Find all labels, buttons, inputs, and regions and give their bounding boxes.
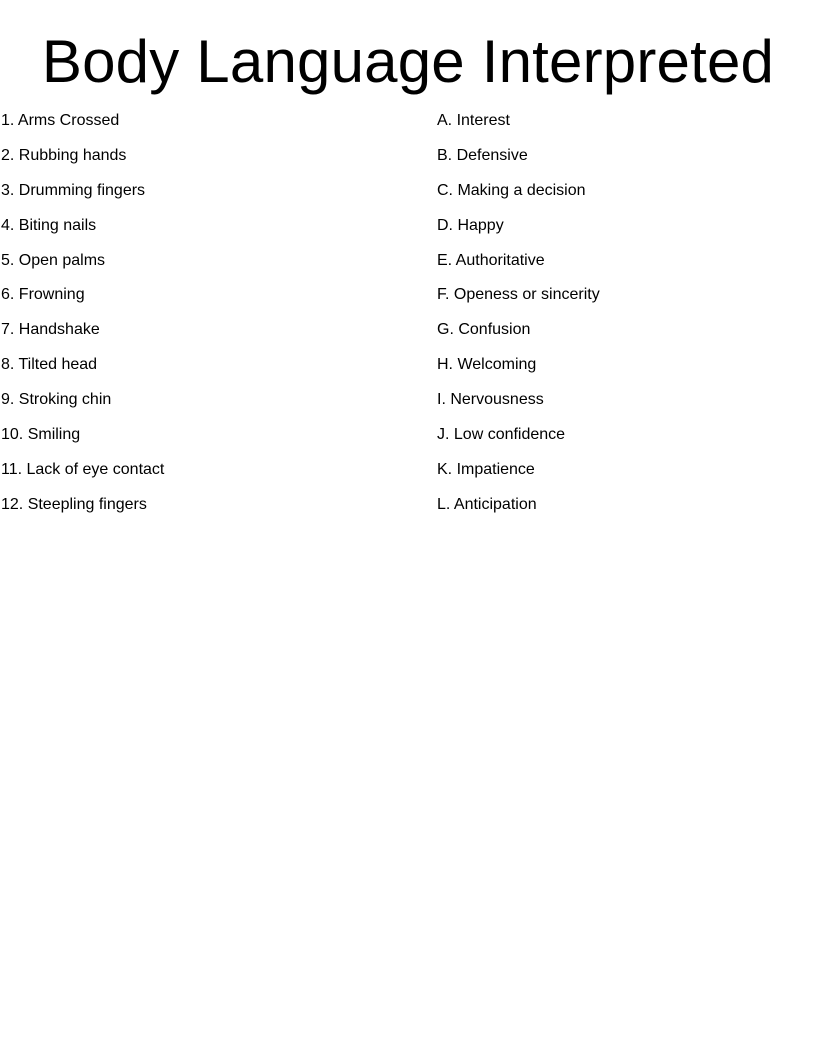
term-item: 8. Tilted head <box>1 356 98 374</box>
meaning-item: E. Authoritative <box>437 251 545 269</box>
term-item: 3. Drumming fingers <box>1 181 146 199</box>
meanings-list <box>437 111 600 530</box>
term-item: 2. Rubbing hands <box>1 146 127 164</box>
term-item: 7. Handshake <box>1 321 100 339</box>
terms-list <box>1 111 164 530</box>
meaning-item: J. Low confidence <box>437 426 566 444</box>
term-item: 1. Arms Crossed <box>1 112 120 129</box>
meaning-item: A. Interest <box>437 112 510 129</box>
meaning-item: G. Confusion <box>437 321 531 339</box>
term-item: 9. Stroking chin <box>1 391 112 409</box>
meaning-item: D. Happy <box>437 216 504 234</box>
meaning-item: I. Nervousness <box>437 391 544 409</box>
meaning-item: B. Defensive <box>437 146 528 164</box>
meaning-item: H. Welcoming <box>437 356 537 374</box>
term-item: 12. Steepling fingers <box>1 495 147 513</box>
term-item: 6. Frowning <box>1 286 85 304</box>
term-item: 10. Smiling <box>1 426 81 444</box>
term-item: 4. Biting nails <box>1 216 97 234</box>
term-item: 5. Open palms <box>1 251 106 269</box>
page-title: Body Language Interpreted <box>41 28 775 95</box>
meaning-item: K. Impatience <box>437 460 535 478</box>
meaning-item: C. Making a decision <box>437 181 586 199</box>
term-item: 11. Lack of eye contact <box>1 460 165 478</box>
meaning-item: F. Openess or sincerity <box>437 286 600 304</box>
meaning-item: L. Anticipation <box>437 495 537 513</box>
